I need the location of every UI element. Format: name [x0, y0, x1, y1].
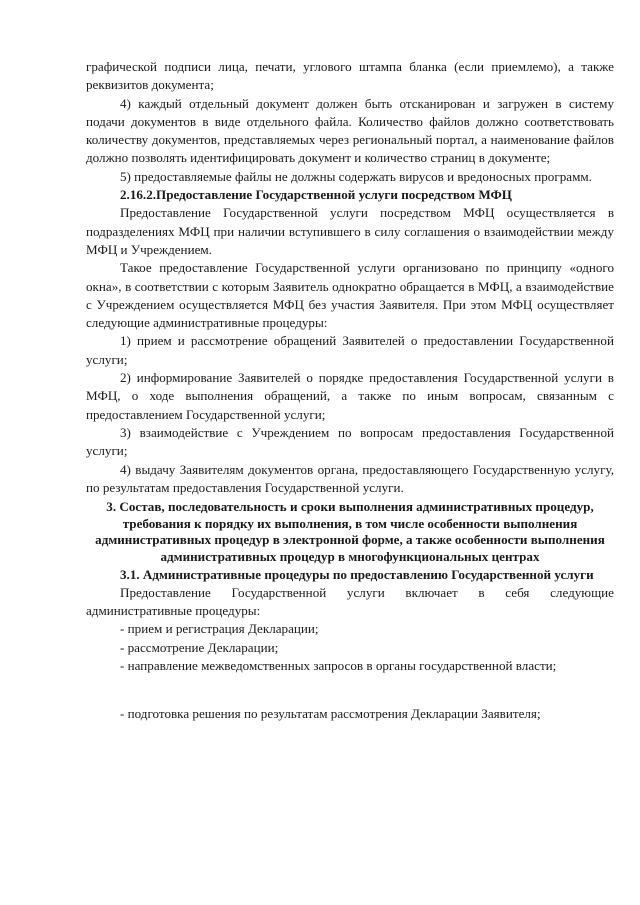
paragraph: 5) предоставляемые файлы не должны содержать вирусов и вредоносных программ. — [120, 168, 592, 184]
list-item: - подготовка решения по результатам рассмотрения Декларации Заявителя; — [120, 706, 541, 722]
list-item: 3) взаимодействие с Учреждением по вопросам предоставления Государственной услуги; — [86, 424, 614, 459]
list-item: 4) выдачу Заявителям документов органа, предоставляющего Государственную услугу, по результатам предоставления Государственной услуги. — [86, 461, 614, 495]
list-item: - рассмотрение Декларации; — [120, 639, 279, 655]
paragraph: Предоставление Государственной услуги включает в себя следующие административные процедуры: — [86, 584, 614, 619]
paragraph: Предоставление Государственной услуги посредством МФЦ осуществляется в подразделениях МФЦ при наличии вступившего в силу соглашения о взаимодействии между МФЦ и Учреждением. — [86, 205, 614, 257]
section-heading-2-16-2: 2.16.2.Предоставление Государственной услуги посредством МФЦ — [120, 187, 512, 203]
document-body — [86, 58, 614, 724]
paragraph: графической подписи лица, печати, углового штампа бланка (если приемлемо), а также реквизитов документа; — [86, 59, 614, 93]
section-heading-3-1: 3.1. Административные процедуры по предоставлению Государственной услуги — [120, 566, 594, 582]
list-item: - направление межведомственных запросов в органы государственной власти; — [120, 657, 557, 673]
spacer — [86, 675, 614, 705]
section-heading-3: 3. Состав, последовательность и сроки выполнения административных процедур, требования к порядку их выполнения, в том числе особенности выполнения административных процедур в электронной форме, а также особенности выполнения административных процедур в многофункциональных центрах — [95, 499, 605, 564]
list-item: - прием и регистрация Декларации; — [120, 621, 319, 637]
list-item: 1) прием и рассмотрение обращений Заявителей о предоставлении Государственной услуги; — [86, 333, 614, 367]
paragraph: Такое предоставление Государственной услуги организовано по принципу «одного окна», в соответствии с которым Заявитель однократно обращается в МФЦ, а взаимодействие с Учреждением осуществляется МФЦ без участия Заявителя. При этом МФЦ осуществляет следующие административные процедуры: — [86, 260, 614, 331]
list-item: 2) информирование Заявителей о порядке предоставления Государственной услуги в МФЦ, о ходе выполнения обращений, а также по иным вопросам, связанным с предоставлением Государственной услуги; — [86, 370, 614, 422]
paragraph: 4) каждый отдельный документ должен быть отсканирован и загружен в систему подачи документов в виде отдельного файла. Количество файлов должно соответствовать количеству документов, представляемых через региональный портал, а наименование файлов должно позволять идентифицировать документ и количество страниц в документе; — [86, 95, 614, 166]
